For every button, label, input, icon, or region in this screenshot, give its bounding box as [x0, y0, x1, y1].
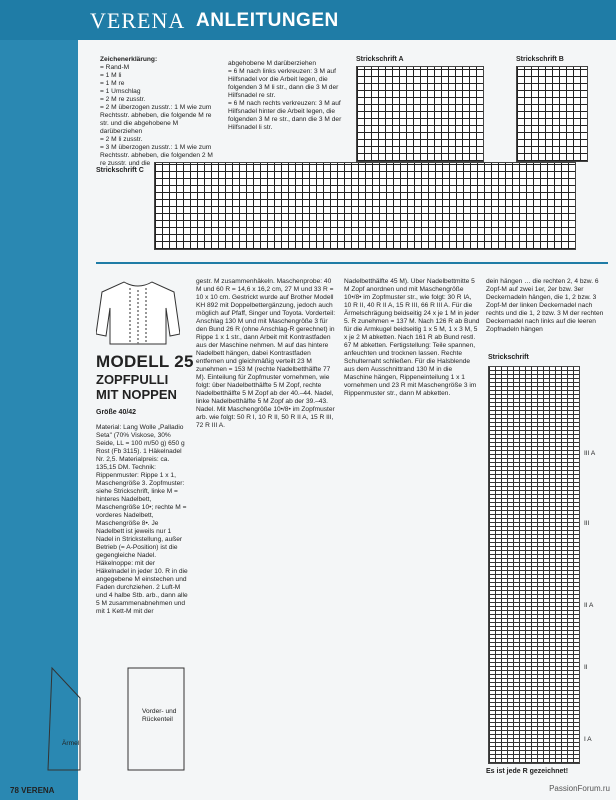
- subtitle-line-2: MIT NOPPEN: [96, 387, 177, 402]
- instructions-col-2: gestr. M zusammenhäkeln. Maschenprobe: 40 M und 60 R = 14,6 x 16,2 cm, 27 M und 33 R = 10 x 10 cm. Gestrickt wurde auf Brother Modell KH 892 mit Doppelbettergänzung, jedoch auch möglich auf Pfaff, Singer und Toyota. Vorderteil: Anschlag 130 M und mit Maschengröße 3 für den Bund 26 R (ohne Anschlag-R gerechnet) in Rippe 1 x 1 str., dann Arbeit mit Kontrastfaden aus der Maschine nehmen. M auf das hintere Nadelbett hängen, dabei Kontrastfaden entfernen und gleichmäßig verteilt 23 M zunehmen = 153 M (rechte Nadelbetthälfte 77 M). Einteilung für Zopfmuster vornehmen, wie folgt: über Nadelbetthälfte 5 M Zopf, rechte Nadelbetthälfte 5 M Zopf ab der 40.–44. Nadel, linke Nadelbetthälfte 5 M Zopf ab der 39.–43. Nadel. Mit Maschengröße 10•/8• im Zopfmuster arb. wie folgt: 50 R I, 10 R II, 50 R II A, 15 R III, 72 R III A.: [196, 278, 336, 429]
- chart-section-label: I A: [584, 736, 592, 743]
- chart-section-label: III: [584, 520, 590, 527]
- chart-b-grid: [516, 66, 588, 162]
- main-chart-title: Strickschrift: [488, 354, 529, 361]
- sleeve-label: Ärmel: [62, 740, 80, 747]
- chart-note: Es ist jede R gezeichnet!: [486, 768, 569, 775]
- legend-line: = 1 M li: [100, 72, 122, 79]
- section-divider: [96, 262, 608, 264]
- chart-a-title: Strickschrift A: [356, 56, 404, 63]
- model-title: MODELL 25: [96, 352, 194, 371]
- chart-b-title: Strickschrift B: [516, 56, 564, 63]
- legend-line: = 2 M li zusstr.: [100, 136, 143, 143]
- chart-c-title: Strickschrift C: [96, 167, 144, 174]
- legend-line: = 1 Umschlag: [100, 88, 141, 95]
- chart-section-label: II: [584, 664, 588, 671]
- brand-logo: VERENA: [90, 8, 186, 33]
- legend-line: abgehobene M darüberziehen: [228, 60, 316, 67]
- legend-column-2: [228, 60, 346, 132]
- chart-section-label: II A: [584, 602, 594, 609]
- legend-line: = 1 M re: [100, 80, 125, 87]
- chart-a-grid: [356, 66, 484, 162]
- section-title: ANLEITUNGEN: [196, 10, 339, 31]
- subtitle-line-1: ZOPFPULLI: [96, 372, 169, 387]
- instructions-col-4: dein hängen … die rechten 2, 4 bzw. 6 Zopf-M auf zwei 1er, 2er bzw. 3er Deckernadeln hängen, die 1, 2 bzw. 3 Zopf-M der linken Deckernadel nach rechts und die 1, 2 bzw. 3 M der rechten Deckernadel nach links auf die leeren Zopfnadeln hängen: [486, 278, 604, 333]
- legend-line: = 2 M überzogen zusstr.: 1 M wie zum Rechtsstr. abheben, die folgende M re str. und die abgehobene M darüberziehen: [100, 104, 212, 135]
- page-number: 78 VERENA: [10, 786, 55, 795]
- legend-column-1: [100, 56, 220, 168]
- main-chart-grid: [488, 366, 580, 764]
- watermark: PassionForum.ru: [549, 784, 610, 793]
- size-label: Größe 40/42: [96, 409, 137, 416]
- legend-line: = 3 M überzogen zusstr.: 1 M wie zum Rechtsstr. abheben, die folgenden 2 M re zusstr. und die: [100, 144, 213, 167]
- legend-line: = 2 M re zusstr.: [100, 96, 146, 103]
- front-back-label: Vorder- und Rückenteil: [142, 708, 177, 723]
- instructions-col-1: Material: Lang Wolle „Palladio Seta" (70% Viskose, 30% Seide, LL = 100 m/50 g) 650 g Rost (Fb 3115). 1 Häkelnadel Nr. 2,5. Materialpreis: ca. 135,15 DM. Technik: Rippenmuster: Rippe 1 x 1, Maschengröße 3. Zopfmuster: siehe Strickschrift, linke M = hinteres Nadelbett, Maschengröße 10•; rechte M = vorderes Nadelbett, Maschengröße 8•. Je Nadelbett ist jeweils nur 1 Nadel in Strickstellung, außer Betrieb (= A-Position) ist die gegengleiche Nadel. Häkelnoppe: mit der Häkelnadel in jeder 10. R in die angegebene M einstechen und Faden durchziehen. 2 Luft-M und 4 halbe Stb. arb., dann alle 5 M zusammenabnehmen und mit 1 Kett-M mit der: [96, 424, 188, 615]
- instructions-col-3: Nadelbetthälfte 45 M). Über Nadelbettmitte 5 M Zopf anordnen und mit Maschengröße 10•/8• im Zopfmuster str., wie folgt: 30 R IA, 10 R II, 40 R II A, 15 R III, 66 R III A. Für die Ärmelschrägung beidseitig 24 x je 1 M in jeder 5. R zunehmen = 137 M. Nach 126 R ab Bund für die Armkugel beidseitig 1 x 5 M, 1 x 3 M, 5 x je 2 M abketten. Nach 161 R ab Bund restl. 67 M abketten. Fertigstellung: Teile spannen, anfeuchten und trocknen lassen. Rechte Schulternaht schließen. Für die Halsblende aus dem Ausschnittrand 130 M in die Maschine hängen, Rippeneinteilung 1 x 1 vornehmen und 23 R mit Maschengröße 3 im Rippenmuster str., dann M abketten.: [344, 278, 480, 397]
- sweater-illustration-icon: [96, 278, 180, 346]
- legend-line: = 6 M nach links verkreuzen: 3 M auf Hilfsnadel vor die Arbeit legen, die folgenden 3 M li str., dann die 3 M der Hilfsnadel re str.: [228, 68, 339, 99]
- legend-line: = 6 M nach rechts verkreuzen: 3 M auf Hilfsnadel hinter die Arbeit legen, die folgenden 3 M re str., dann die 3 M der Hilfsnadel li str.: [228, 100, 342, 131]
- legend-title: Zeichenerklärung:: [100, 56, 158, 63]
- header-bar: [0, 0, 616, 40]
- legend-line: = Rand-M: [100, 64, 130, 71]
- model-subtitle: [96, 372, 177, 402]
- chart-c-grid: [154, 162, 576, 250]
- chart-section-label: III A: [584, 450, 596, 457]
